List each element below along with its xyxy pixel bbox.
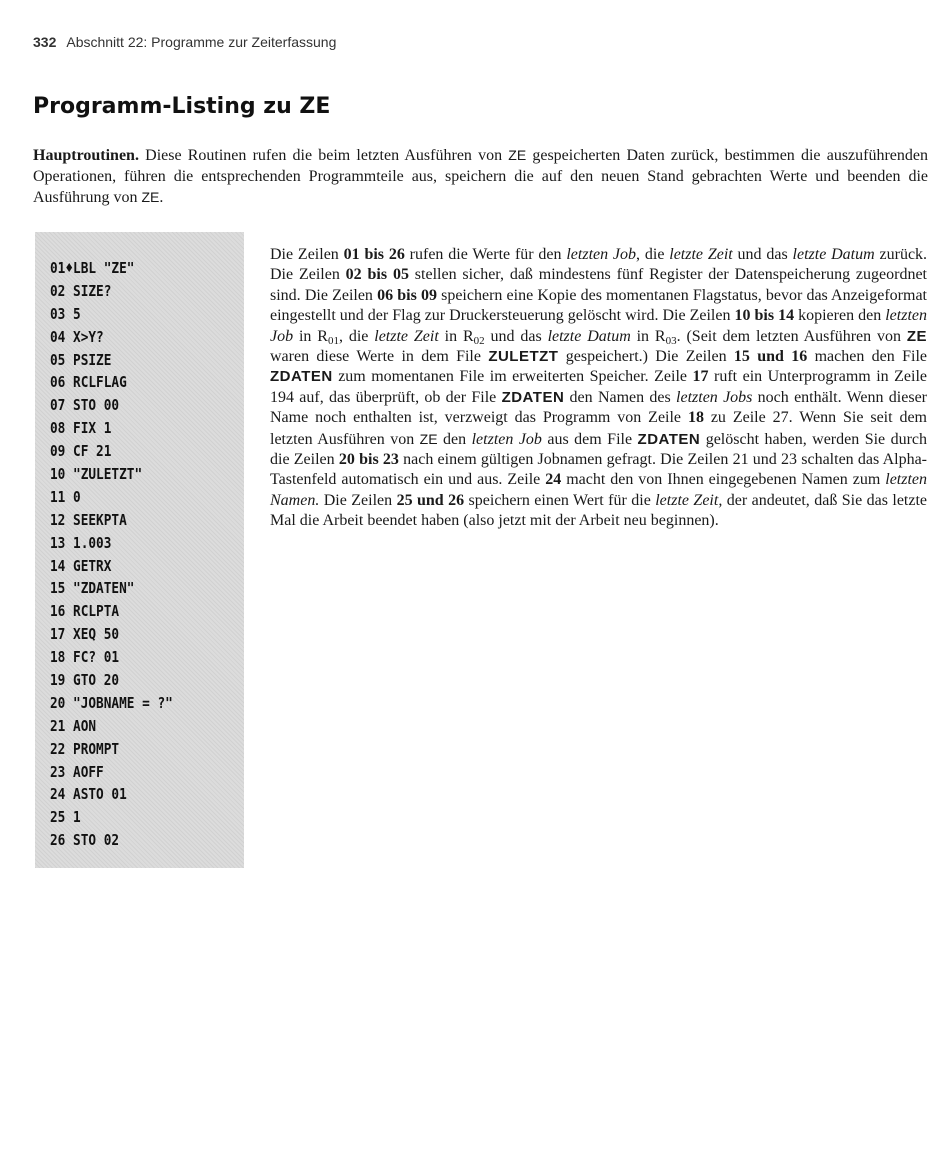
text: . (Seit dem letzten Ausführen von — [676, 327, 907, 345]
listing-line: 19 GTO 20 — [50, 671, 120, 690]
listing-line: 02 SIZE? — [50, 281, 112, 300]
term: letzten Namen. — [270, 471, 928, 509]
text: ruft ein Unterprogramm in Zeile 194 auf, das überprüft, ob der File — [270, 368, 927, 406]
text: speichern eine Kopie des momentanen Flagstatus, bevor das Anzeigeformat eingestellt und der Flag zur Druckersteuerung gelöscht wird. Die Zeilen — [270, 286, 928, 325]
listing-line: 14 GETRX — [50, 556, 112, 575]
listing-line: 16 RCLPTA — [50, 602, 120, 621]
text: stellen sicher, daß mindestens fünf Register der Datenspeicherung zugeordnet sind. Die Zeilen — [270, 266, 928, 304]
text: Die Zeilen — [270, 246, 344, 263]
text: kopieren den — [794, 307, 886, 325]
listing-line: 26 STO 02 — [50, 831, 120, 850]
text: nach einem gültigen Jobnamen gefragt. Die Zeilen 21 und 23 schalten das Alpha-Tastenfeld automatisch ein und aus. Zeile — [270, 451, 928, 489]
keyword: ZDATEN — [637, 430, 701, 448]
term: letzten Job — [566, 246, 637, 263]
text: und das — [484, 327, 548, 345]
term: letzte Zeit — [374, 327, 439, 345]
program-listing — [35, 232, 244, 868]
intro-paragraph — [33, 145, 928, 208]
text: Die Zeilen — [319, 491, 397, 509]
listing-line: 23 AOFF — [50, 762, 104, 781]
text: speichern einen Wert für die — [464, 491, 656, 509]
listing-line: 17 XEQ 50 — [50, 625, 120, 644]
page-title: Programm-Listing zu ZE — [33, 94, 331, 119]
line-ref: 06 bis 09 — [377, 286, 437, 304]
text: und das — [732, 246, 793, 263]
listing-line: 15 "ZDATEN" — [50, 579, 135, 598]
text: zurück. Die Zeilen — [270, 246, 928, 284]
section-title: Abschnitt 22: Programme zur Zeiterfassung — [66, 34, 337, 50]
term: letzte Zeit, — [655, 491, 723, 509]
line-ref: 24 — [545, 471, 562, 489]
text: , die — [338, 327, 375, 345]
keyword-ze: ZE — [508, 147, 527, 163]
listing-line: 13 1.003 — [50, 533, 112, 552]
text: machen den File — [807, 348, 927, 366]
keyword: ZDATEN — [270, 368, 333, 386]
listing-line: 18 FC? 01 — [50, 648, 120, 667]
intro-text: . — [159, 189, 164, 206]
line-ref: 01 bis 26 — [343, 246, 405, 263]
term: letzte Datum — [547, 327, 631, 345]
line-ref: 10 bis 14 — [734, 307, 795, 325]
listing-line: 25 1 — [50, 808, 81, 827]
listing-line: 10 "ZULETZT" — [50, 465, 143, 484]
listing-line: 07 STO 00 — [50, 396, 120, 415]
text: aus dem File — [541, 430, 638, 448]
listing-line: 21 AON — [50, 716, 97, 735]
text: gespeichert.) Die Zeilen — [558, 348, 734, 366]
listing-line: 04 X>Y? — [50, 327, 104, 346]
listing-line: 11 0 — [50, 487, 81, 506]
line-ref: 25 und 26 — [396, 491, 465, 509]
listing-line: 06 RCLFLAG — [50, 373, 127, 392]
term: letzte Datum — [792, 246, 875, 263]
keyword: ZULETZT — [488, 348, 559, 366]
listing-line: 12 SEEKPTA — [50, 510, 127, 529]
term: letzte Zeit — [669, 246, 733, 263]
listing-line: 20 "JOBNAME = ?" — [50, 693, 173, 712]
text: , die — [636, 246, 670, 263]
intro-lead: Hauptroutinen. — [33, 147, 139, 164]
listing-lines — [50, 257, 195, 852]
listing-line: 05 PSIZE — [50, 350, 112, 369]
text: waren diese Werte in dem File — [270, 348, 489, 366]
term: letzten Jobs — [676, 388, 753, 406]
text: noch enthält. Wenn dieser Name noch enthalten ist, verzweigt das Programm von Zeile — [270, 388, 927, 427]
keyword-ze: ZE — [141, 189, 160, 205]
text: zum momentanen File im erweiterten Speicher. Zeile — [332, 368, 693, 386]
intro-text: Diese Routinen rufen die beim letzten Ausführen von — [138, 147, 509, 164]
term: letzten Job — [270, 307, 927, 345]
keyword: ZE — [419, 430, 438, 447]
text: in R — [630, 327, 666, 345]
explanation-paragraph — [270, 245, 927, 532]
text: rufen die Werte für den — [404, 246, 567, 263]
listing-line: 01♦LBL "ZE" — [50, 259, 135, 277]
keyword: ZDATEN — [501, 388, 565, 406]
intro-text: gespeicherten Daten zurück, bestimmen die auszuführenden Operationen, führen die entsprechenden Programmteile aus, speichern die auf den neuen Stand gebrachten Werte und beenden die Ausführung von — [33, 147, 929, 206]
line-ref: 02 bis 05 — [345, 266, 409, 284]
term: letzten Job — [471, 430, 542, 448]
line-ref: 20 bis 23 — [338, 451, 399, 469]
text: den — [437, 430, 472, 448]
text: macht den von Ihnen eingegebenen Namen zum — [561, 471, 886, 489]
listing-line: 03 5 — [50, 304, 81, 323]
text: in R — [438, 327, 474, 345]
register-subscript: 02 — [473, 334, 485, 347]
text: der andeutet, daß Sie das letzte Mal die Arbeit beendet haben (also jetzt mit der Arbeit neu beginnen). — [270, 491, 928, 530]
listing-line: 22 PROMPT — [50, 739, 120, 758]
listing-line: 24 ASTO 01 — [50, 785, 127, 804]
text: zu Zeile 27. Wenn Sie seit dem letzten Ausführen von — [270, 409, 928, 448]
register-subscript: 01 — [327, 334, 339, 347]
listing-line: 08 FIX 1 — [50, 419, 112, 438]
listing-line: 09 CF 21 — [50, 442, 112, 461]
text: den Namen des — [564, 388, 677, 406]
running-head — [33, 34, 336, 50]
keyword: ZE — [906, 327, 928, 345]
page-number: 332 — [33, 34, 57, 50]
line-ref: 15 und 16 — [733, 348, 808, 366]
register-subscript: 03 — [665, 334, 677, 347]
line-ref: 17 — [692, 368, 709, 386]
text: gelöscht haben, werden Sie durch die Zeilen — [270, 430, 928, 469]
line-ref: 18 — [687, 409, 704, 427]
text: in R — [293, 327, 328, 345]
